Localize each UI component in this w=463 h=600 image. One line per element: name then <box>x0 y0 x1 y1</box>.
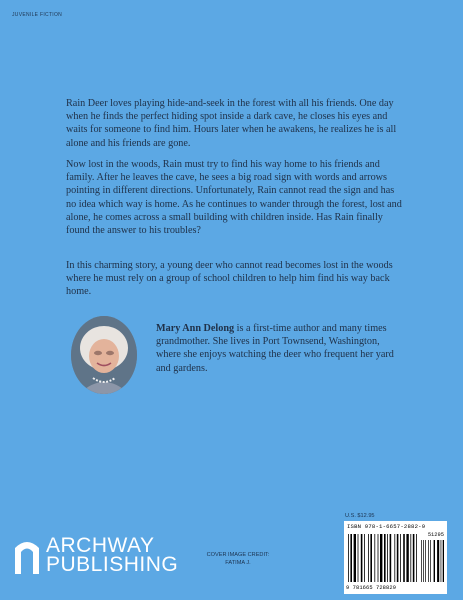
barcode-bars <box>347 534 444 585</box>
synopsis-paragraph-1: Rain Deer loves playing hide-and-seek in the forest with all his friends. One day when he finds the perfect hiding spot inside a dark cave, he closes his eyes and waits for someone to find him. Hours later when he awakens, he realizes he is all alone and his friends are gone. <box>66 98 397 149</box>
barcode <box>344 521 447 594</box>
author-bio <box>156 322 406 375</box>
publisher-name-line2: PUBLISHING <box>46 553 179 576</box>
isbn-text: ISBN 978-1-6657-2882-9 <box>347 523 426 530</box>
author-portrait-image <box>71 316 137 394</box>
price-label: U.S. $12.95 <box>345 513 375 519</box>
author-bio-text: is a first-time author and many times grandmother. She lives in Port Townsend, Washington, where she enjoys watching the deer who frequent her yard and gardens. <box>156 323 394 374</box>
publisher-logo <box>14 536 178 574</box>
synopsis-paragraph-2: Now lost in the woods, Rain must try to find his way home to his friends and family. After he leaves the cave, he sees a big road sign with words and arrows pointing in different directions. Unfortunately, Rain cannot read the sign and has no idea which way is home. As he continues to wander through the forest, lost and alone, he comes across a small building with children inside. Has Rain finally found the answer to his troubles? <box>66 159 402 237</box>
author-name: Mary Ann Delong <box>156 323 235 334</box>
cover-image-credit <box>204 551 272 567</box>
author-photo <box>71 316 137 394</box>
category-label: JUVENILE FICTION <box>12 12 63 18</box>
publisher-name-line1: ARCHWAY <box>46 534 155 557</box>
ean-number: 9 781665 728829 <box>346 585 397 591</box>
credit-name: FATIMA J. <box>225 560 251 566</box>
synopsis-paragraph-3: In this charming story, a young deer who cannot read becomes lost in the woods where he must rely on a group of school children to help him find his way back home. <box>66 260 393 298</box>
archway-logo-icon <box>14 536 40 574</box>
credit-label: COVER IMAGE CREDIT: <box>206 552 270 558</box>
price-code: 51295 <box>427 532 444 538</box>
